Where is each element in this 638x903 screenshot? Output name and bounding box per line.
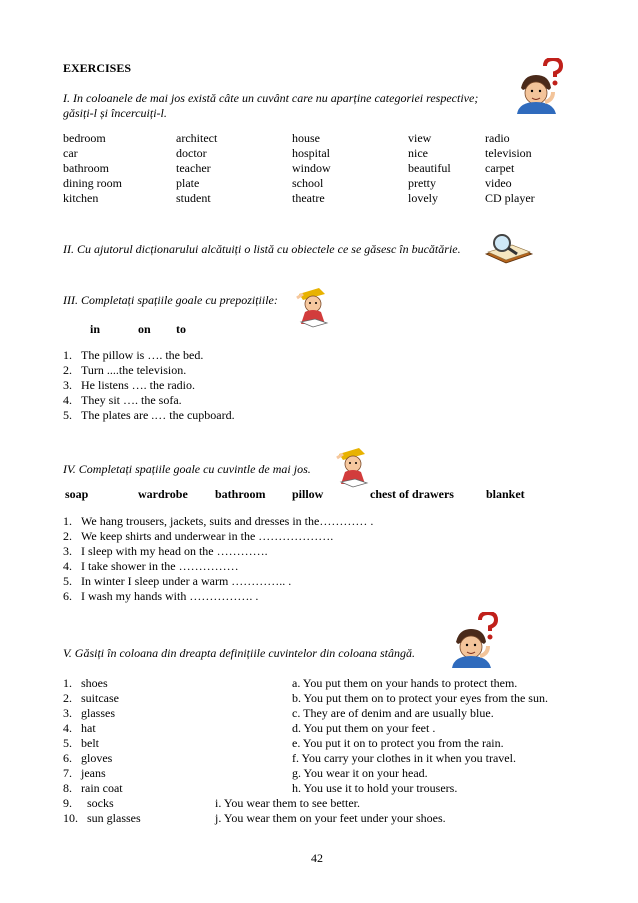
ex4-word-option: pillow — [292, 487, 324, 501]
list-item-text: I take shower in the …………… — [81, 559, 239, 573]
list-item-number: 5. — [63, 736, 72, 750]
list-item-text: shoes — [81, 676, 108, 690]
ex1-col4-word: beautiful — [408, 161, 451, 175]
list-item — [63, 559, 239, 574]
definition-item: b. You put them on to protect your eyes from the sun. — [292, 691, 548, 705]
definition-item: h. You use it to hold your trousers. — [292, 781, 458, 795]
definition-item: j. You wear them on your feet under your shoes. — [215, 811, 446, 825]
ex3-word-option: on — [138, 322, 151, 336]
ex5-instruction: V. Găsiți în coloana din dreapta definițiile cuvintelor din coloana stângă. — [63, 646, 415, 660]
list-item — [63, 589, 258, 604]
ex3-instruction: III. Completați spațiile goale cu prepozițiile: — [63, 293, 278, 307]
list-item-number: 10. — [63, 811, 78, 825]
list-item-number: 6. — [63, 751, 72, 765]
list-item-number: 5. — [63, 574, 72, 588]
list-item-number: 2. — [63, 529, 72, 543]
list-item-number: 1. — [63, 676, 72, 690]
ex1-col5-word: video — [485, 176, 512, 190]
list-item-text: rain coat — [81, 781, 123, 795]
ex1-col4-word: lovely — [408, 191, 438, 205]
cartoon-reader-icon — [293, 284, 333, 332]
ex1-col3-word: window — [292, 161, 331, 175]
ex4-word-option: blanket — [486, 487, 525, 501]
list-item — [63, 796, 114, 811]
ex1-col2-word: teacher — [176, 161, 211, 175]
list-item-text: The plates are .… the cupboard. — [81, 408, 235, 422]
list-item-number: 4. — [63, 559, 72, 573]
list-item — [63, 676, 108, 691]
list-item-number: 8. — [63, 781, 72, 795]
ex4-instruction: IV. Completați spațiile goale cu cuvintle de mai jos. — [63, 462, 311, 476]
list-item-number: 4. — [63, 721, 72, 735]
ex1-col1-word: bathroom — [63, 161, 109, 175]
list-item-number: 4. — [63, 393, 72, 407]
ex1-col3-word: theatre — [292, 191, 325, 205]
list-item — [63, 348, 203, 363]
list-item-number: 7. — [63, 766, 72, 780]
list-item-number: 2. — [63, 363, 72, 377]
ex1-col4-word: nice — [408, 146, 428, 160]
ex1-instruction-line2: găsiți-l și încercuiți-l. — [63, 106, 167, 120]
list-item — [63, 721, 96, 736]
page-heading: EXERCISES — [63, 61, 132, 75]
ex1-col3-word: hospital — [292, 146, 330, 160]
list-item-text: sun glasses — [87, 811, 141, 825]
list-item-text: I sleep with my head on the …………. — [81, 544, 268, 558]
list-item-number: 3. — [63, 706, 72, 720]
list-item — [63, 751, 112, 766]
list-item — [63, 408, 235, 423]
ex2-instruction: II. Cu ajutorul dicționarului alcătuiți o listă cu obiectele ce se găsesc în bucătărie. — [63, 242, 461, 256]
list-item — [63, 811, 141, 826]
list-item-number: 3. — [63, 544, 72, 558]
list-item-text: We keep shirts and underwear in the ………………. — [81, 529, 334, 543]
ex1-col3-word: school — [292, 176, 324, 190]
ex1-col4-word: pretty — [408, 176, 436, 190]
list-item — [63, 574, 291, 589]
list-item — [63, 393, 182, 408]
ex1-col5-word: carpet — [485, 161, 515, 175]
ex1-col1-word: dining room — [63, 176, 122, 190]
ex4-word-option: wardrobe — [138, 487, 188, 501]
ex1-col2-word: doctor — [176, 146, 207, 160]
list-item-text: I wash my hands with ……………. . — [81, 589, 259, 603]
ex1-instruction-line1: I. In coloanele de mai jos există câte un cuvânt care nu aparține categoriei respective; — [63, 91, 479, 105]
list-item-text: jeans — [81, 766, 106, 780]
book-magnifier-icon — [484, 232, 534, 264]
list-item-text: belt — [81, 736, 99, 750]
ex1-col2-word: student — [176, 191, 211, 205]
list-item-number: 9. — [63, 796, 72, 810]
list-item-number: 5. — [63, 408, 72, 422]
ex3-word-option: in — [90, 322, 101, 336]
list-item — [63, 378, 195, 393]
list-item — [63, 781, 123, 796]
definition-item: e. You put it on to protect you from the rain. — [292, 736, 504, 750]
definition-item: i. You wear them to see better. — [215, 796, 360, 810]
ex4-word-option: soap — [65, 487, 89, 501]
list-item-text: He listens …. the radio. — [81, 378, 195, 392]
list-item-text: The pillow is …. the bed. — [81, 348, 204, 362]
ex1-col2-word: plate — [176, 176, 200, 190]
list-item-text: Turn ....the television. — [81, 363, 187, 377]
list-item-text: In winter I sleep under a warm ………….. . — [81, 574, 292, 588]
page-number: 42 — [311, 851, 323, 865]
list-item — [63, 363, 186, 378]
definition-item: a. You put them on your hands to protect them. — [292, 676, 518, 690]
list-item-text: glasses — [81, 706, 115, 720]
ex1-col4-word: view — [408, 131, 432, 145]
list-item — [63, 766, 106, 781]
definition-item: c. They are of denim and are usually blue. — [292, 706, 494, 720]
list-item — [63, 736, 99, 751]
list-item — [63, 706, 115, 721]
ex1-col2-word: architect — [176, 131, 218, 145]
ex1-col3-word: house — [292, 131, 320, 145]
ex1-col5-word: CD player — [485, 191, 535, 205]
ex3-word-option: to — [176, 322, 186, 336]
list-item-text: socks — [87, 796, 114, 810]
definition-item: d. You put them on your feet . — [292, 721, 436, 735]
ex4-word-option: bathroom — [215, 487, 266, 501]
thinking-person-question-icon — [450, 612, 498, 668]
list-item — [63, 514, 373, 529]
ex1-col1-word: bedroom — [63, 131, 106, 145]
ex1-col1-word: car — [63, 146, 78, 160]
list-item-number: 3. — [63, 378, 72, 392]
ex4-word-option: chest of drawers — [370, 487, 454, 501]
ex1-col5-word: television — [485, 146, 532, 160]
list-item-text: They sit …. the sofa. — [81, 393, 182, 407]
thinking-person-question-icon — [515, 58, 563, 114]
list-item-text: We hang trousers, jackets, suits and dresses in the………… . — [81, 514, 374, 528]
list-item — [63, 529, 333, 544]
cartoon-reader-icon — [333, 444, 373, 492]
list-item-text: hat — [81, 721, 96, 735]
list-item — [63, 544, 268, 559]
list-item-number: 2. — [63, 691, 72, 705]
ex1-col5-word: radio — [485, 131, 510, 145]
list-item — [63, 691, 119, 706]
ex1-col1-word: kitchen — [63, 191, 99, 205]
list-item-number: 1. — [63, 514, 72, 528]
list-item-number: 6. — [63, 589, 72, 603]
definition-item: g. You wear it on your head. — [292, 766, 428, 780]
definition-item: f. You carry your clothes in it when you travel. — [292, 751, 516, 765]
list-item-text: suitcase — [81, 691, 119, 705]
list-item-number: 1. — [63, 348, 72, 362]
list-item-text: gloves — [81, 751, 113, 765]
